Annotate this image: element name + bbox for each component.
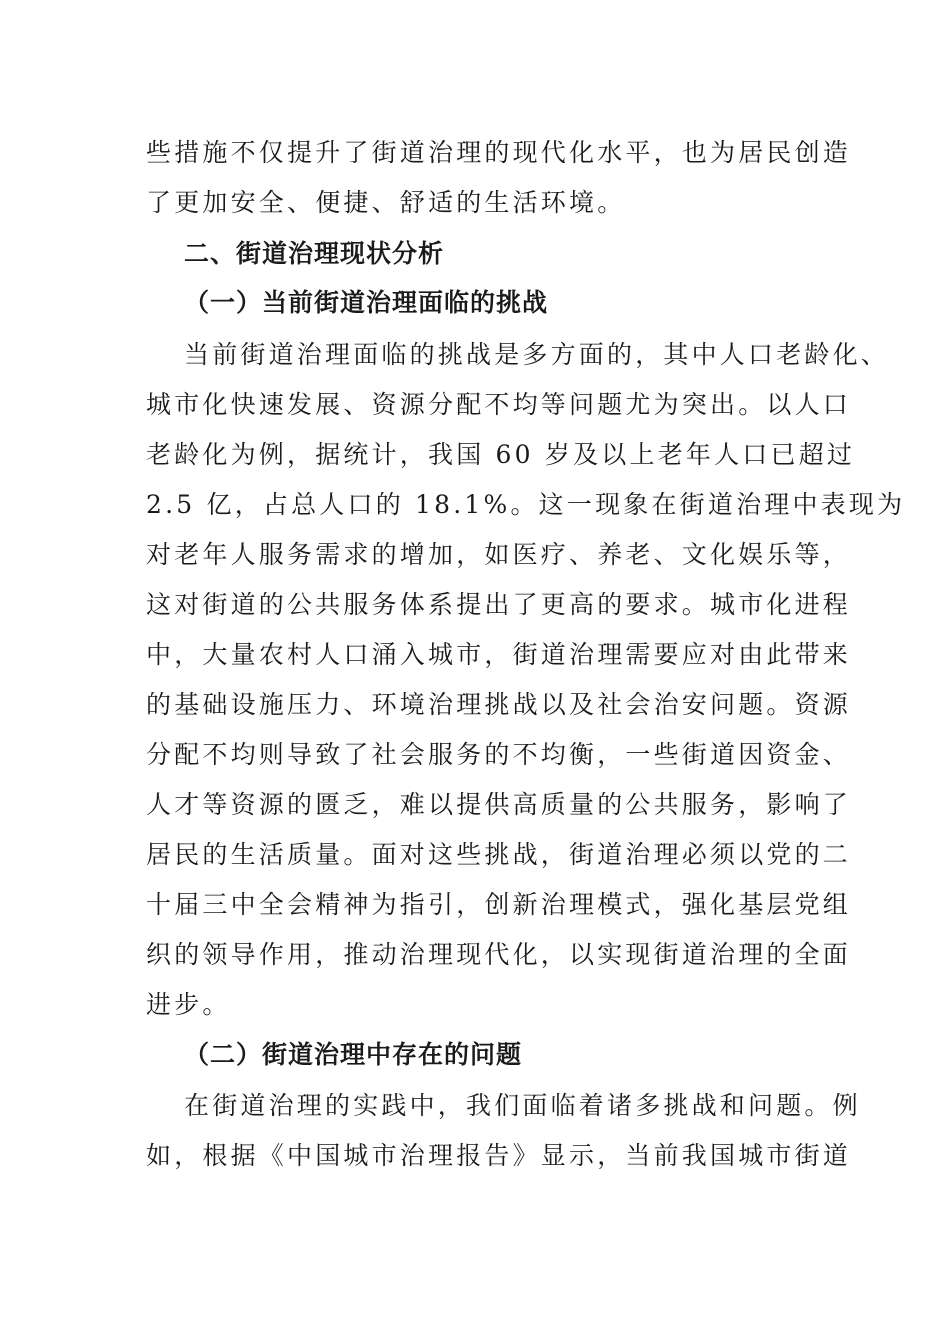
paragraph-1-line-3: 老龄化为例，据统计，我国 60 岁及以上老年人口已超过 <box>146 440 856 469</box>
subsection-heading-1: （一）当前街道治理面临的挑战 <box>184 288 549 317</box>
paragraph-1-line-6: 这对街道的公共服务体系提出了更高的要求。城市化进程 <box>146 590 852 619</box>
paragraph-1-line-9: 分配不均则导致了社会服务的不均衡，一些街道因资金、 <box>146 740 852 769</box>
intro-line-1: 些措施不仅提升了街道治理的现代化水平，也为居民创造 <box>146 138 852 167</box>
paragraph-1-line-7: 中，大量农村人口涌入城市，街道治理需要应对由此带来 <box>146 640 852 669</box>
paragraph-1-line-12: 十届三中全会精神为指引，创新治理模式，强化基层党组 <box>146 890 852 919</box>
paragraph-1-line-1: 当前街道治理面临的挑战是多方面的，其中人口老龄化、 <box>184 340 890 369</box>
paragraph-1-line-14: 进步。 <box>146 990 231 1019</box>
paragraph-1-line-10: 人才等资源的匮乏，难以提供高质量的公共服务，影响了 <box>146 790 852 819</box>
section-heading: 二、街道治理现状分析 <box>184 239 445 268</box>
paragraph-1-line-5: 对老年人服务需求的增加，如医疗、养老、文化娱乐等， <box>146 540 852 569</box>
paragraph-1-line-11: 居民的生活质量。面对这些挑战，街道治理必须以党的二 <box>146 840 852 869</box>
paragraph-2-line-1: 在街道治理的实践中，我们面临着诸多挑战和问题。例 <box>184 1091 861 1120</box>
paragraph-1-line-13: 织的领导作用，推动治理现代化，以实现街道治理的全面 <box>146 940 852 969</box>
paragraph-1-line-8: 的基础设施压力、环境治理挑战以及社会治安问题。资源 <box>146 690 852 719</box>
paragraph-1-line-2: 城市化快速发展、资源分配不均等问题尤为突出。以人口 <box>146 390 852 419</box>
paragraph-2-line-2: 如，根据《中国城市治理报告》显示，当前我国城市街道 <box>146 1141 852 1170</box>
paragraph-1-line-4: 2.5 亿，占总人口的 18.1%。这一现象在街道治理中表现为 <box>146 490 906 519</box>
subsection-heading-2: （二）街道治理中存在的问题 <box>184 1040 523 1069</box>
intro-line-2: 了更加安全、便捷、舒适的生活环境。 <box>146 188 626 217</box>
